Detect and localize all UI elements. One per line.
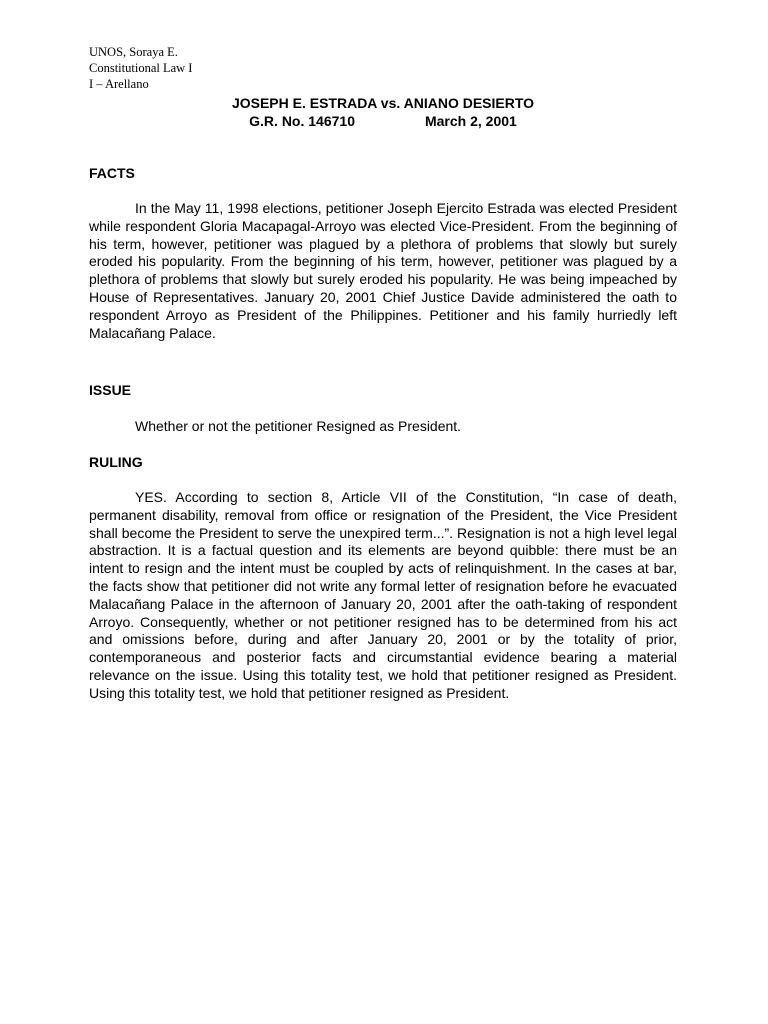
course-name: Constitutional Law I (89, 61, 193, 75)
author-name: UNOS, Soraya E. (89, 45, 178, 59)
author-header (89, 44, 192, 92)
facts-paragraph: In the May 11, 1998 elections, petitioner Joseph Ejercito Estrada was elected President while respondent Gloria Macapagal-Arroyo was elected Vice-President. From the beginning of his term, however, petitioner was plagued by a plethora of problems that slowly but surely eroded his popularity. From the beginning of his term, however, petitioner was plagued by a plethora of problems that slowly but surely eroded his popularity. He was being impeached by House of Representatives. January 20, 2001 Chief Justice Davide administered the oath to respondent Arroyo as President of the Philippines. Petitioner and his family hurriedly left Malacañang Palace. (89, 200, 677, 341)
case-citation-line (89, 112, 677, 130)
issue-heading: ISSUE (89, 382, 132, 398)
ruling-heading: RULING (89, 454, 143, 470)
case-name: JOSEPH E. ESTRADA vs. ANIANO DESIERTO (231, 95, 535, 111)
case-title-block (89, 94, 677, 130)
ruling-paragraph: YES. According to section 8, Article VII of the Constitution, “In case of death, permanent disability, removal from office or resignation of the President, the Vice President shall become the President to serve the unexpired term...”. Resignation is not a high level legal abstraction. It is a factual question and its elements are beyond quibble: there must be an intent to resign and the intent must be coupled by acts of relinquishment. In the cases at bar, the facts show that petitioner did not write any formal letter of resignation before he evacuated Malacañang Palace in the afternoon of January 20, 2001 after the oath-taking of respondent Arroyo. Consequently, whether or not petitioner resigned has to be determined from his act and omissions before, during and after January 20, 2001 or by the totality of prior, contemporaneous and posterior facts and circumstantial evidence bearing a material relevance on the issue. Using this totality test, we hold that petitioner resigned as President. Using this totality test, we hold that petitioner resigned as President. (89, 489, 677, 701)
class-section: I – Arellano (89, 77, 149, 91)
issue-paragraph: Whether or not the petitioner Resigned as President. (135, 418, 462, 434)
gr-number: G.R. No. 146710 (249, 113, 355, 129)
facts-heading: FACTS (89, 165, 135, 181)
decision-date: March 2, 2001 (424, 113, 517, 129)
